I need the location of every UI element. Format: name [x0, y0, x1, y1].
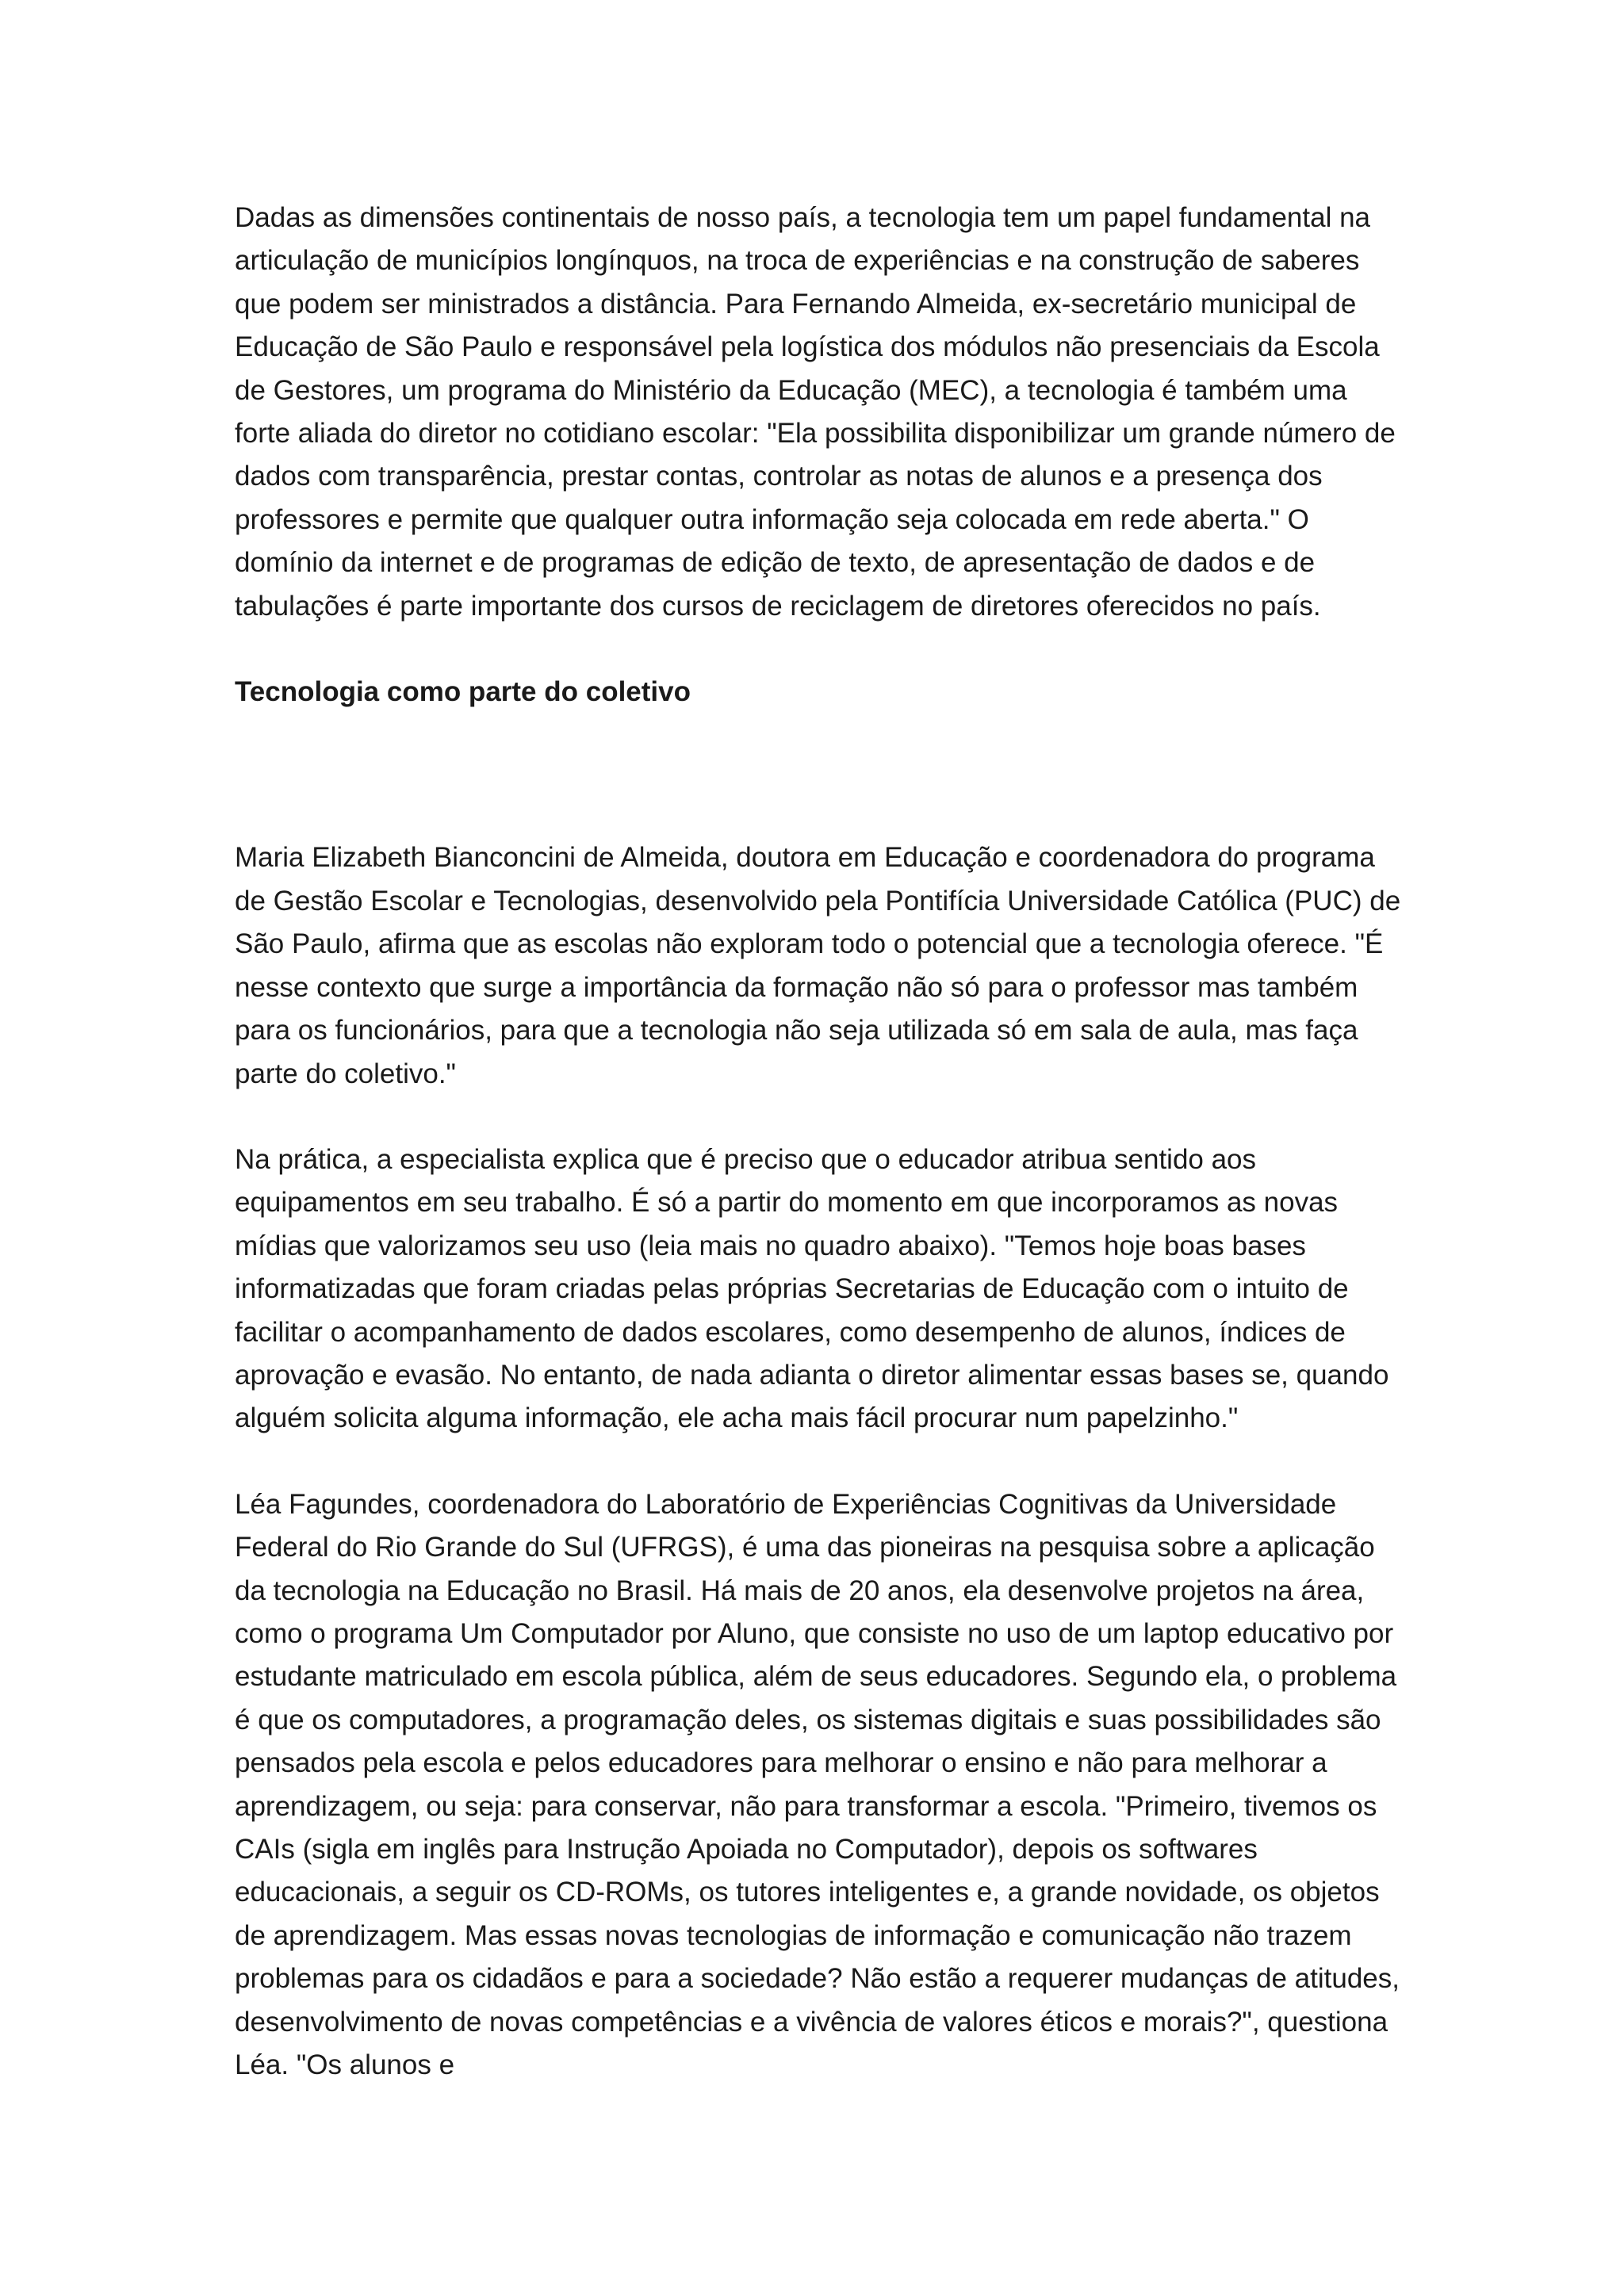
section-heading: Tecnologia como parte do coletivo [235, 676, 691, 708]
paragraph-maria-elizabeth: Maria Elizabeth Bianconcini de Almeida, doutora em Educação e coordenadora do programa de Gestão Escolar e Tecnologias, desenvolvido pela Pontifícia Universidade Católica (PUC) de São Paulo, afirma que as escolas não exploram todo o potencial que a tecnologia oferece. "É nesse contexto que surge a importância da formação não só para o professor mas também para os funcionários, para que a tecnologia não seja utilizada só em sala de aula, mas faça parte do coletivo." [235, 842, 1401, 1089]
paragraph-spacer [235, 1096, 1408, 1138]
paragraph-especialista: Na prática, a especialista explica que é preciso que o educador atribua sentido aos equipamentos em seu trabalho. É só a partir do momento em que incorporamos as novas mídias que valorizamos seu uso (leia mais no quadro abaixo). "Temos hoje boas bases informatizadas que foram criadas pelas próprias Secretarias de Educação com o intuito de facilitar o acompanhamento de dados escolares, como desempenho de alunos, índices de aprovação e evasão. No entanto, de nada adianta o diretor alimentar essas bases se, quando alguém solicita alguma informação, ele acha mais fácil procurar num papelzinho." [235, 1143, 1389, 1434]
paragraph-spacer [235, 1441, 1408, 1483]
paragraph-lea-fagundes: Léa Fagundes, coordenadora do Laboratório de Experiências Cognitivas da Universidade Federal do Rio Grande do Sul (UFRGS), é uma das pioneiras na pesquisa sobre a aplicação da tecnologia na Educação no Brasil. Há mais de 20 anos, ela desenvolve projetos na área, como o programa Um Computador por Aluno, que consiste no uso de um laptop educativo por estudante matriculado em escola pública, além de seus educadores. Segundo ela, o problema é que os computadores, a programação deles, os sistemas digitais e suas possibilidades são pensados pela escola e pelos educadores para melhorar o ensino e não para melhorar a aprendizagem, ou seja: para conservar, não para transformar a escola. "Primeiro, tivemos os CAIs (sigla em inglês para Instrução Apoiada no Computador), depois os softwares educacionais, a seguir os CD-ROMs, os tutores inteligentes e, a grande novidade, os objetos de aprendizagem. Mas essas novas tecnologias de informação e comunicação não trazem problemas para os cidadãos e para a sociedade? Não estão a requerer mudanças de atitudes, desenvolvimento de novas competências e a vivência de valores éticos e morais?", questiona Léa. "Os alunos e [235, 1488, 1400, 2081]
heading-spacer [235, 714, 1408, 836]
paragraph-fernando-almeida: Dadas as dimensões continentais de nosso país, a tecnologia tem um papel fundamental na articulação de municípios longínquos, na troca de experiências e na construção de saberes que podem ser ministrados a distância. Para Fernando Almeida, ex-secretário municipal de Educação de São Paulo e responsável pela logística dos módulos não presenciais da Escola de Gestores, um programa do Ministério da Educação (MEC), a tecnologia é também uma forte aliada do diretor no cotidiano escolar: "Ela possibilita disponibilizar um grande número de dados com transparência, prestar contas, controlar as notas de alunos e a presença dos professores e permite que qualquer outra informação seja colocada em rede aberta." O domínio da internet e de programas de edição de texto, de apresentação de dados e de tabulações é parte importante dos cursos de reciclagem de diretores oferecidos no país. [235, 202, 1396, 622]
paragraph-spacer [235, 628, 1408, 671]
document-body [235, 197, 1408, 2087]
